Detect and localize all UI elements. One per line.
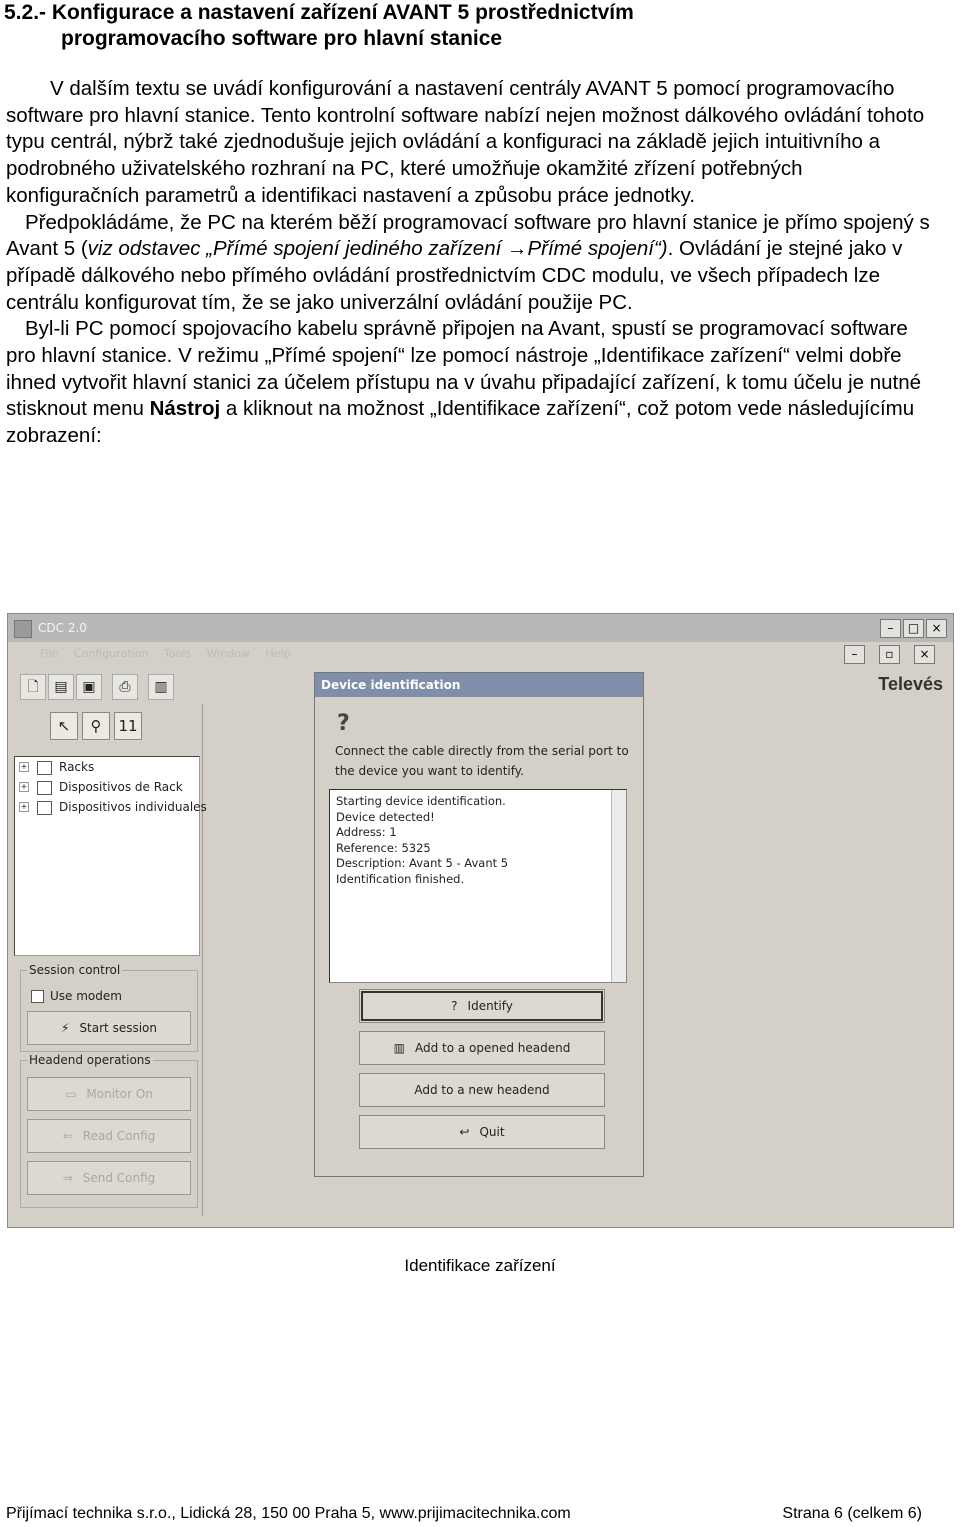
left-panel (10, 704, 207, 1216)
app-icon (14, 620, 32, 638)
section-heading (4, 0, 634, 52)
child-close-icon[interactable]: × (914, 645, 935, 664)
read-config-label: Read Config (82, 1129, 156, 1143)
session-control-legend: Session control (29, 963, 121, 977)
send-config-label: Send Config (82, 1171, 156, 1185)
heading-line-1: 5.2.- Konfigurace a nastavení zařízení AVANT 5 prostřednictvím (4, 1, 634, 24)
quit-label: Quit (479, 1125, 505, 1139)
checkbox-box[interactable] (31, 990, 44, 1003)
start-session-button[interactable] (27, 1011, 191, 1045)
start-session-label: Start session (79, 1021, 157, 1035)
minimize-icon[interactable]: – (880, 619, 901, 638)
paragraph-2-reference: viz odstavec „Přímé spojení jediného zařízení →Přímé spojení“) (87, 237, 668, 261)
log-line: Reference: 5325 (336, 840, 431, 855)
child-restore-icon[interactable]: ▫ (879, 645, 900, 664)
window-controls (880, 619, 947, 638)
paragraph-3-text-b: a kliknout na možnost „Identifikace zařízení“, což potom vede následujícímu zobrazení: (6, 397, 915, 448)
paragraph-2 (6, 210, 936, 317)
log-line: Identification finished. (336, 871, 465, 886)
paragraph-2-text-b: . Ovládání je stejné jako v případě dálkového nebo přímého ovládání prostřednictvím CDC modulu, ve všech případech lze centrálu konfigurovat tím, že se jako univerzální ovládání použije PC. (6, 237, 903, 314)
menu-configuration[interactable]: Configuration (73, 647, 149, 660)
tree-label: Racks (59, 760, 95, 774)
identify-label: Identify (467, 999, 513, 1013)
tree-label: Dispositivos de Rack (59, 780, 183, 794)
quit-icon: ↩ (459, 1125, 470, 1139)
paragraph-1: V dalším textu se uvádí konfigurování a nastavení centrály AVANT 5 pomocí programovacího software pro hlavní stanice. Tento kontrolní software nabízí nejen možnost dálkového ovládání tohoto typu centrál, nýbrž také zjednodušuje jejich ovládání a konfiguraci na základě jejich intuitivního a podrobného uživatelského rozhraní na PC, které umožňuje okamžité zřízení potřebných konfiguračních parametrů a identifikaci nastavení a způsobu práce jednotky. (6, 77, 925, 207)
send-config-icon: ⇒ (62, 1171, 73, 1185)
add-to-opened-headend-button[interactable] (359, 1031, 605, 1065)
headend-icon: ▥ (393, 1041, 405, 1055)
expand-icon[interactable]: + (20, 782, 28, 791)
footer-page-number: Strana 6 (celkem 6) (782, 1505, 922, 1522)
open-folder-icon[interactable]: ▤ (48, 674, 74, 700)
software-screenshot (7, 613, 954, 1228)
close-icon[interactable]: × (926, 619, 947, 638)
log-scrollbar[interactable] (611, 790, 626, 982)
new-file-icon[interactable]: 🗋 (20, 674, 46, 700)
read-config-icon: ⇐ (62, 1129, 73, 1143)
menu-help[interactable]: Help (265, 647, 291, 660)
paragraph-3-text-a: Byl-li PC pomocí spojovacího kabelu správně připojen na Avant, spustí se programovací software pro hlavní stanice. V režimu „Přímé spojení“ lze pomocí nástroje „Identifikace zařízení“ velmi dobře ihned vytvořit hlavní stanici za účelem přístupu na v úvahu připadající zařízení, k tomu účelu je nutné stisknout menu (6, 317, 922, 421)
child-minimize-icon[interactable]: – (844, 645, 865, 664)
expand-icon[interactable]: + (20, 762, 28, 771)
dialog-title: Device identification (315, 673, 643, 697)
read-config-button[interactable] (27, 1119, 191, 1153)
quit-button[interactable] (359, 1115, 605, 1149)
dialog-instruction: Connect the cable directly from the serial port to the device you want to identify. (335, 744, 629, 778)
rack-icon (37, 761, 52, 775)
log-line: Starting device identification. (336, 794, 506, 808)
headend-operations-legend: Headend operations (29, 1053, 151, 1067)
print-icon[interactable]: ⎙ (112, 674, 138, 700)
numbering-icon[interactable]: 11 (114, 712, 142, 740)
heading-line-2: programovacího software pro hlavní stanice (61, 27, 503, 50)
televes-logo: Televés (878, 674, 943, 694)
log-line: Address: 1 (336, 825, 397, 839)
config-icon[interactable]: ▥ (148, 674, 174, 700)
window-title: CDC 2.0 (38, 621, 87, 635)
page-footer (6, 1505, 922, 1523)
device-identification-dialog (314, 672, 644, 1177)
footer-company: Přijímací technika s.r.o., Lidická 28, 150 00 Praha 5, www.prijimacitechnika.com (6, 1505, 571, 1522)
plug-icon: ⚡ (61, 1021, 70, 1035)
identify-button[interactable] (359, 989, 605, 1023)
add-opened-label: Add to a opened headend (414, 1041, 571, 1055)
headend-operations-group (20, 1053, 198, 1208)
add-to-new-headend-button[interactable] (359, 1073, 605, 1107)
menu-tools[interactable]: Tools (164, 647, 192, 660)
pointer-icon[interactable]: ↖ (50, 712, 78, 740)
child-window-controls (844, 645, 947, 664)
figure-caption: Identifikace zařízení (404, 1256, 556, 1275)
tree-label: Dispositivos individuales (59, 800, 207, 814)
use-modem-checkbox[interactable] (31, 989, 122, 1003)
tree-item-racks[interactable] (15, 757, 199, 777)
tree-item-individual-devices[interactable] (15, 797, 207, 817)
session-control-group (20, 963, 198, 1052)
device-tree (14, 756, 207, 956)
paragraph-3-menu-name: Nástroj (149, 397, 221, 421)
body-text (6, 76, 936, 450)
use-modem-label: Use modem (50, 989, 122, 1003)
log-line: Description: Avant 5 - Avant 5 (336, 856, 509, 870)
window-titlebar (8, 614, 953, 642)
expand-icon[interactable]: + (20, 802, 28, 811)
menu-file[interactable]: File (40, 647, 59, 660)
maximize-icon[interactable]: □ (903, 619, 924, 638)
send-config-button[interactable] (27, 1161, 191, 1195)
identify-icon: ? (451, 999, 458, 1013)
monitor-on-button[interactable] (27, 1077, 191, 1111)
add-new-label: Add to a new headend (414, 1083, 550, 1097)
device-icon (37, 801, 52, 815)
monitor-icon: ▭ (65, 1087, 77, 1101)
menu-window[interactable]: Window (206, 647, 251, 660)
zoom-icon[interactable]: ⚲ (82, 712, 110, 740)
tree-item-rack-devices[interactable] (15, 777, 199, 797)
tool-palette (50, 712, 142, 740)
save-icon[interactable]: ▣ (76, 674, 102, 700)
monitor-on-label: Monitor On (86, 1087, 153, 1101)
paragraph-2-text-a: Předpokládáme, že PC na kterém běží programovací software pro hlavní stanice je přímo spojený s Avant 5 ( (6, 210, 930, 261)
log-line: Device detected! (336, 809, 435, 824)
menubar (8, 642, 953, 666)
identification-log (329, 789, 627, 983)
rack-device-icon (37, 781, 52, 795)
question-device-icon: ? (337, 711, 350, 736)
paragraph-3 (6, 316, 936, 450)
